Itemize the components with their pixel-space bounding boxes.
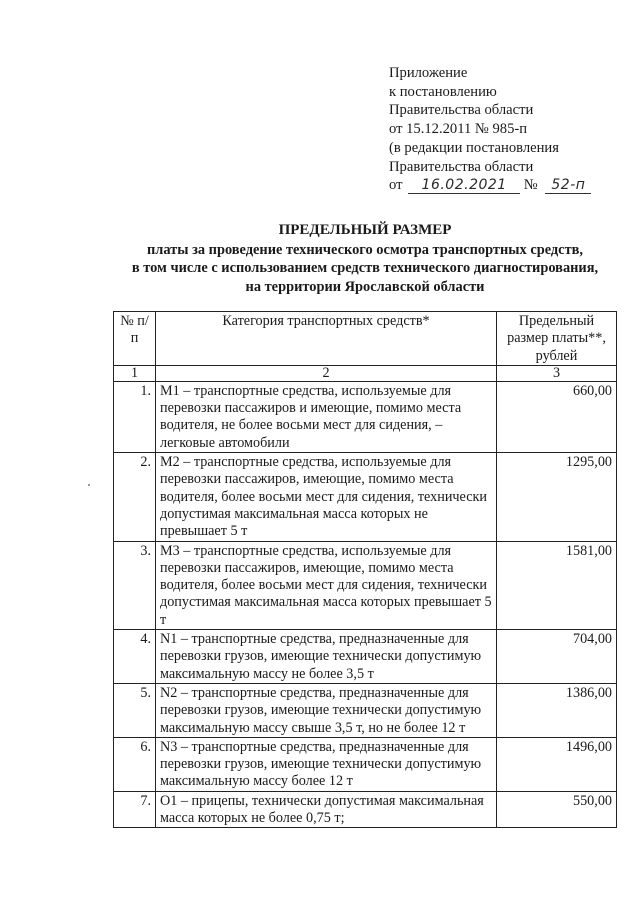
- table-header-row: [114, 312, 617, 366]
- header-num: № п/п: [114, 312, 156, 366]
- appendix-line: Правительства области: [389, 102, 534, 119]
- fee-table: [113, 311, 617, 828]
- appendix-line: (в редакции постановления: [389, 139, 559, 156]
- row-category: M1 – транспортные средства, используемые для перевозки пассажиров и имеющие, помимо места водителя, не более восьми мест для сидения, – легковые автомобили: [156, 381, 497, 452]
- date-prefix: от: [389, 177, 403, 194]
- row-price: 1386,00: [497, 683, 617, 737]
- table-row: [114, 683, 617, 737]
- row-number: 7.: [114, 791, 156, 828]
- table-row: [114, 541, 617, 629]
- table-row: [114, 791, 617, 828]
- row-number: 5.: [114, 683, 156, 737]
- appendix-block: [389, 64, 629, 195]
- table-index-row: [114, 365, 617, 381]
- row-number: 3.: [114, 541, 156, 629]
- row-number: 2.: [114, 453, 156, 541]
- document-subtitle-line: на территории Ярославской области: [245, 278, 485, 295]
- row-category: N3 – транспортные средства, предназначенные для перевозки грузов, имеющие технически допустимую максимальную массу более 12 т: [156, 737, 497, 791]
- row-category: N2 – транспортные средства, предназначенные для перевозки грузов, имеющие технически допустимую максимальную массу свыше 3,5 т, но не более 12 т: [156, 683, 497, 737]
- row-price: 660,00: [497, 381, 617, 452]
- table-row: [114, 630, 617, 684]
- index-cell: 1: [114, 365, 156, 381]
- document-subtitle-line: платы за проведение технического осмотра транспортных средств,: [146, 241, 584, 258]
- row-category: O1 – прицепы, технически допустимая максимальная масса которых не более 0,75 т;: [156, 791, 497, 828]
- handwritten-number-field: [545, 178, 591, 194]
- row-price: 1581,00: [497, 541, 617, 629]
- row-price: 704,00: [497, 630, 617, 684]
- row-price: 1295,00: [497, 453, 617, 541]
- handwritten-date-field: [408, 178, 520, 194]
- row-number: 6.: [114, 737, 156, 791]
- table-row: [114, 453, 617, 541]
- appendix-line: от 15.12.2011 № 985-п: [389, 121, 528, 138]
- document-heading: [100, 221, 630, 296]
- header-price: Предельный размер платы**, рублей: [497, 312, 617, 366]
- row-category: M2 – транспортные средства, используемые для перевозки пассажиров, имеющие, помимо места водителя, более восьми мест для сидения, технически допустимая максимальная масса которых не превышает 5 т: [156, 453, 497, 541]
- handwritten-number: 52-п: [551, 177, 586, 194]
- row-price: 1496,00: [497, 737, 617, 791]
- document-subtitle-line: в том числе с использованием средств технического диагностирования,: [131, 260, 599, 277]
- row-number: 1.: [114, 381, 156, 452]
- row-category: N1 – транспортные средства, предназначенные для перевозки грузов, имеющие технически допустимую максимальную массу не более 3,5 т: [156, 630, 497, 684]
- appendix-line: Правительства области: [389, 158, 534, 175]
- row-category: M3 – транспортные средства, используемые для перевозки пассажиров, имеющие, помимо места водителя, более восьми мест для сидения, технически допустимая максимальная масса которых превышает 5 т: [156, 541, 497, 629]
- table-row: [114, 737, 617, 791]
- amendment-date-line: [389, 176, 629, 195]
- table-row: [114, 381, 617, 452]
- handwritten-date: 16.02.2021: [421, 177, 507, 194]
- appendix-line: Приложение: [389, 65, 468, 81]
- scan-speck: [88, 484, 90, 486]
- row-number: 4.: [114, 630, 156, 684]
- index-cell: 3: [497, 365, 617, 381]
- number-prefix: №: [523, 177, 538, 194]
- header-category: Категория транспортных средств*: [156, 312, 497, 366]
- document-title: ПРЕДЕЛЬНЫЙ РАЗМЕР: [278, 222, 452, 238]
- appendix-line: к постановлению: [389, 83, 497, 100]
- row-price: 550,00: [497, 791, 617, 828]
- index-cell: 2: [156, 365, 497, 381]
